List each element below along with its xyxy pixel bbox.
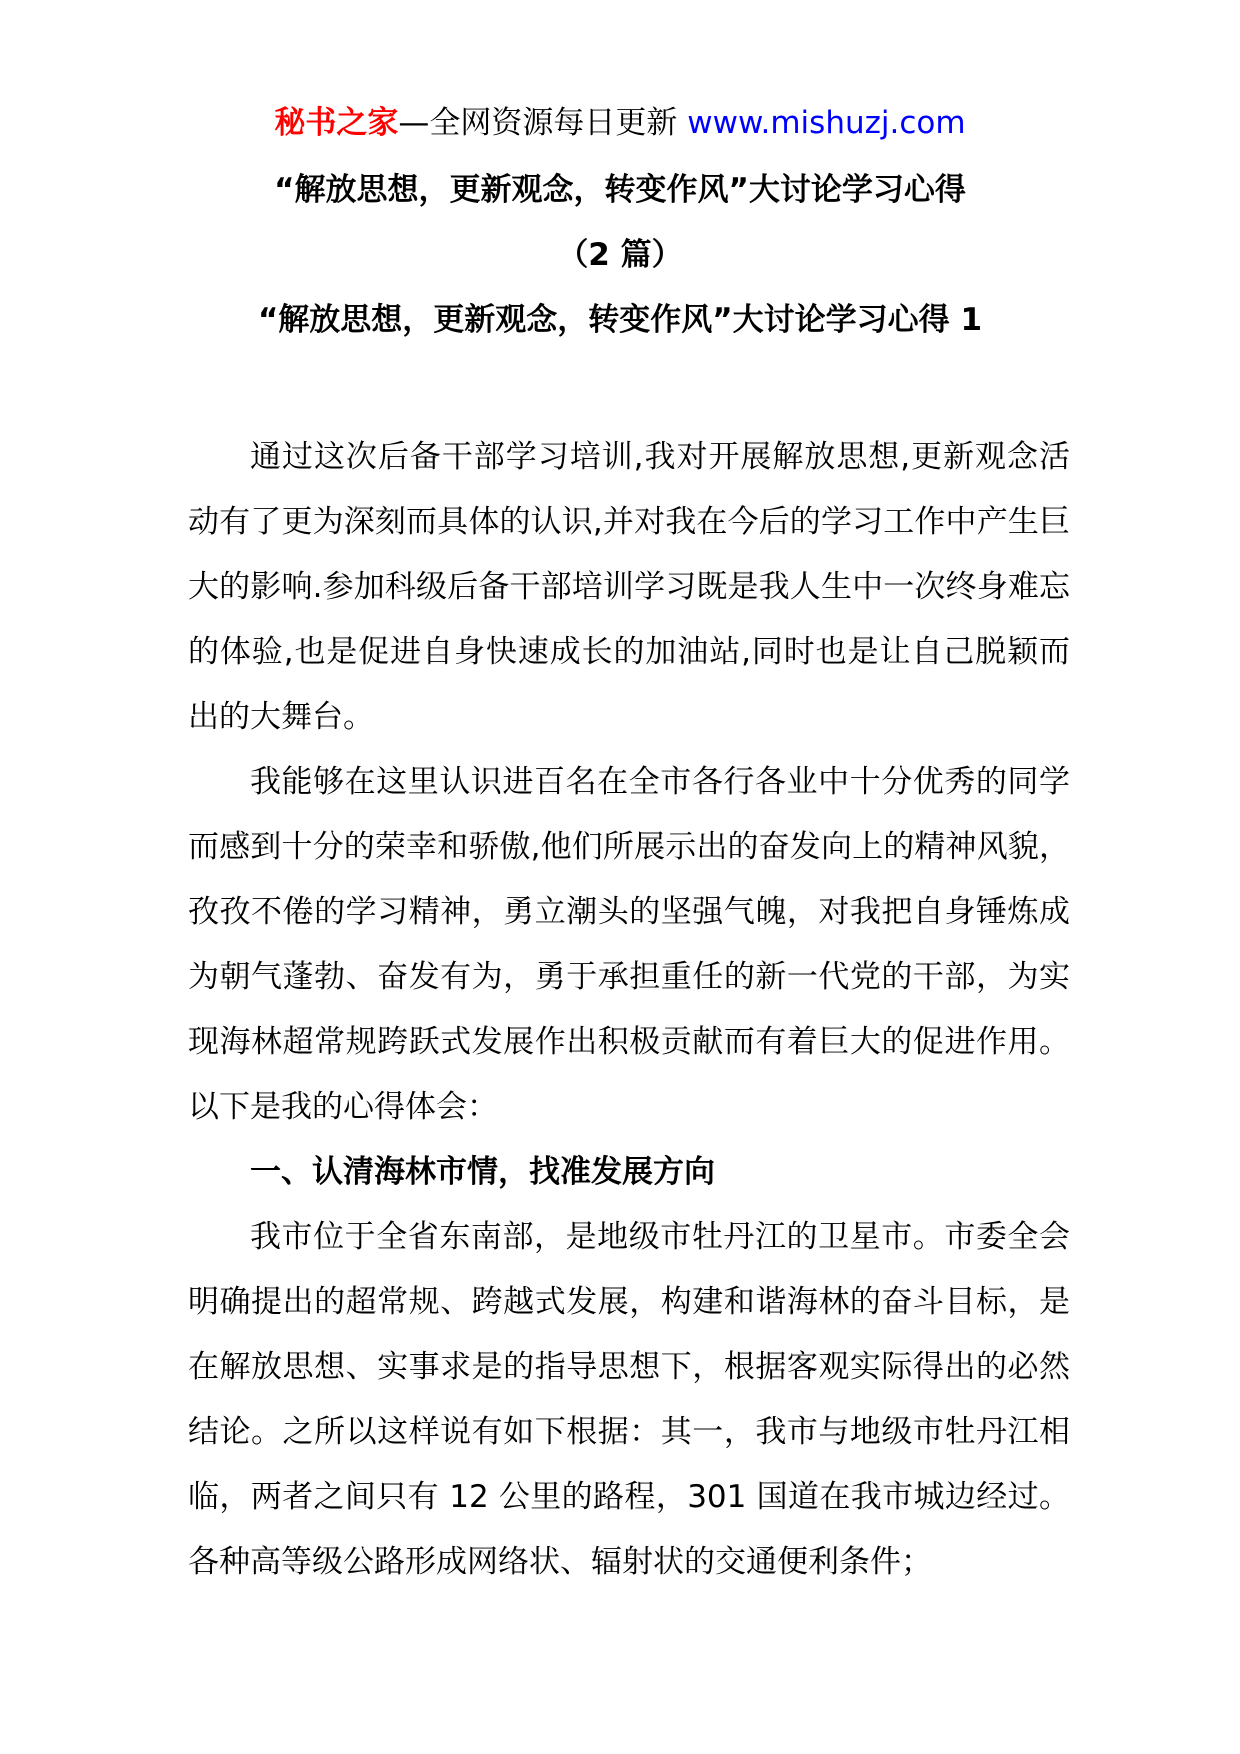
paragraph: 我能够在这里认识进百名在全市各行各业中十分优秀的同学而感到十分的荣幸和骄傲,他们所展示出的奋发向上的精神风貌，孜孜不倦的学习精神，勇立潮头的坚强气魄，对我把自身锤炼成为朝气蓬勃、奋发有为，勇于承担重任的新一代党的干部，为实现海林超常规跨跃式发展作出积极贡献而有着巨大的促进作用。以下是我的心得体会： bbox=[188, 764, 1070, 1125]
document-title: “解放思想，更新观念，转变作风”大讨论学习心得 bbox=[274, 172, 966, 208]
document-subtitle-count: （2 篇） bbox=[557, 237, 683, 273]
banner-tagline: —全网资源每日更新 bbox=[398, 105, 688, 141]
site-url-link[interactable]: www.mishuzj.com bbox=[687, 105, 966, 141]
paragraph: 通过这次后备干部学习培训,我对开展解放思想,更新观念活动有了更为深刻而具体的认识,并对我在今后的学习工作中产生巨大的影响.参加科级后备干部培训学习既是我人生中一次终身难忘的体验,也是促进自身快速成长的加油站,同时也是让自己脱颖而出的大舞台。 bbox=[188, 439, 1070, 735]
section-heading: 一、认清海林市情，找准发展方向 bbox=[250, 1154, 715, 1190]
article-body bbox=[188, 425, 1070, 1595]
site-banner bbox=[0, 101, 1240, 145]
brand-name: 秘书之家 bbox=[274, 105, 399, 141]
paragraph: 我市位于全省东南部，是地级市牡丹江的卫星市。市委全会明确提出的超常规、跨越式发展，构建和谐海林的奋斗目标，是在解放思想、实事求是的指导思想下，根据客观实际得出的必然结论。之所以这样说有如下根据：其一，我市与地级市牡丹江相临，两者之间只有 12 公里的路程，301 国道在我市城边经过。各种高等级公路形成网络状、辐射状的交通便利条件； bbox=[188, 1219, 1070, 1580]
article-title: “解放思想，更新观念，转变作风”大讨论学习心得 1 bbox=[257, 302, 983, 338]
